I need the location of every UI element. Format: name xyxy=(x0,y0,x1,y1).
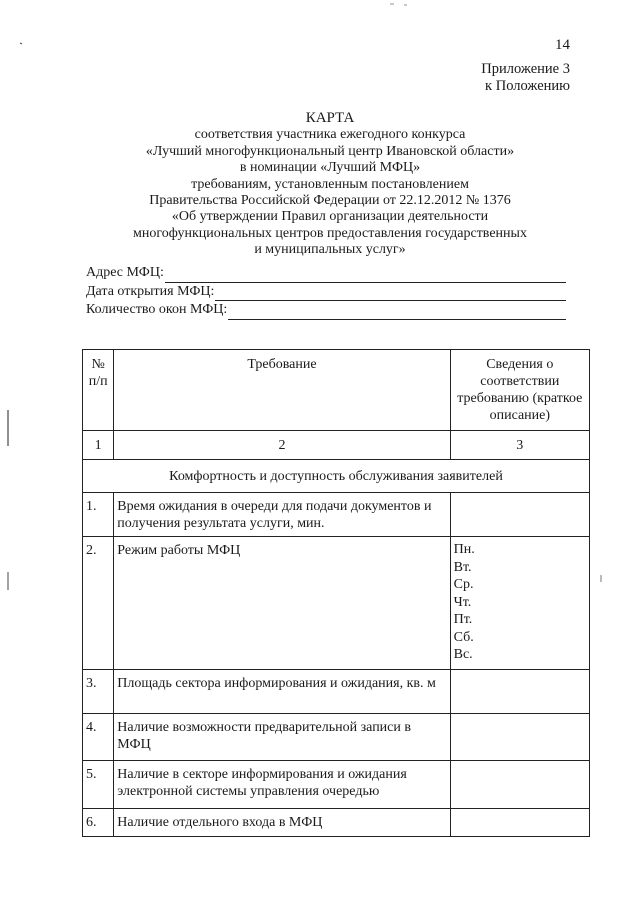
appendix-line-1: Приложение 3 xyxy=(481,61,570,77)
weekday-list xyxy=(454,541,586,664)
title-line: Правительства Российской Федерации от 22.12.2012 № 1376 xyxy=(149,193,511,209)
table-row xyxy=(83,761,590,809)
row-requirement: Наличие в секторе информирования и ожидания электронной системы управления очередью xyxy=(114,761,450,809)
header-num: № п/п xyxy=(83,350,114,431)
row-number: 3. xyxy=(83,670,114,714)
weekday-label: Вт. xyxy=(453,559,472,575)
row-info-cell[interactable] xyxy=(450,809,589,837)
row-number: 5. xyxy=(83,761,114,809)
table-row xyxy=(83,714,590,761)
address-label: Адрес МФЦ: xyxy=(86,265,164,280)
windows-count-label: Количество окон МФЦ: xyxy=(86,302,228,317)
schedule-info-cell[interactable] xyxy=(450,537,589,670)
title-line: «Лучший многофункциональный центр Ивановской области» xyxy=(145,143,515,159)
appendix-line-2: к Положению xyxy=(485,78,570,94)
row-requirement: Площадь сектора информирования и ожидания, кв. м xyxy=(114,670,450,714)
opening-date-field xyxy=(86,283,566,302)
header-requirement: Требование xyxy=(114,350,450,431)
row-requirement: Режим работы МФЦ xyxy=(114,537,450,670)
column-number: 3 xyxy=(450,431,589,460)
row-number: 1. xyxy=(83,493,114,537)
row-info-cell[interactable] xyxy=(450,670,589,714)
row-requirement: Наличие возможности предварительной записи в МФЦ xyxy=(114,714,450,761)
row-number: 2. xyxy=(83,537,114,670)
weekday-label: Пн. xyxy=(453,542,475,557)
section-row xyxy=(83,460,590,493)
title-line: «Об утверждении Правил организации деятельности xyxy=(171,209,489,225)
row-info-cell[interactable] xyxy=(450,714,589,761)
appendix-label xyxy=(420,61,570,95)
column-numbers-row xyxy=(83,431,590,460)
column-number: 1 xyxy=(83,431,114,460)
table-row xyxy=(83,493,590,537)
title-line: соответствия участника ежегодного конкурса xyxy=(194,127,466,143)
windows-count-field xyxy=(86,301,566,320)
weekday-label: Сб. xyxy=(453,629,474,645)
mfc-info-fields xyxy=(86,264,566,320)
weekday-label: Чт. xyxy=(453,594,472,610)
document-title xyxy=(70,110,590,259)
table-row xyxy=(83,670,590,714)
opening-date-blank-line[interactable] xyxy=(215,286,566,301)
column-number: 2 xyxy=(114,431,450,460)
title-line: в номинации «Лучший МФЦ» xyxy=(239,160,421,176)
row-requirement: Время ожидания в очереди для подачи документов и получения результата услуги, мин. xyxy=(114,493,450,537)
table-row xyxy=(83,809,590,837)
row-info-cell[interactable] xyxy=(450,493,589,537)
weekday-label: Вс. xyxy=(453,647,473,662)
row-number: 4. xyxy=(83,714,114,761)
address-field xyxy=(86,264,566,283)
opening-date-label: Дата открытия МФЦ: xyxy=(86,283,215,299)
weekday-label: Ср. xyxy=(453,577,474,592)
header-info: Сведения о соответствии требованию (краткое описание) xyxy=(450,350,589,431)
table-header-row xyxy=(83,350,590,431)
title-line: многофункциональных центров предоставления государственных xyxy=(133,225,527,241)
title-line: и муниципальных услуг» xyxy=(254,242,406,258)
page-number: 14 xyxy=(555,37,570,53)
requirements-table xyxy=(82,349,590,837)
table-row xyxy=(83,537,590,670)
row-info-cell[interactable] xyxy=(450,761,589,809)
windows-count-blank-line[interactable] xyxy=(228,305,566,320)
address-blank-line[interactable] xyxy=(165,268,566,283)
title-line: требованиям, установленным постановлением xyxy=(191,176,469,192)
row-requirement: Наличие отдельного входа в МФЦ xyxy=(114,809,450,837)
section-title: Комфортность и доступность обслуживания заявителей xyxy=(83,460,590,493)
row-number: 6. xyxy=(83,809,114,837)
title-heading: КАРТА xyxy=(305,110,355,126)
weekday-label: Пт. xyxy=(453,612,473,627)
